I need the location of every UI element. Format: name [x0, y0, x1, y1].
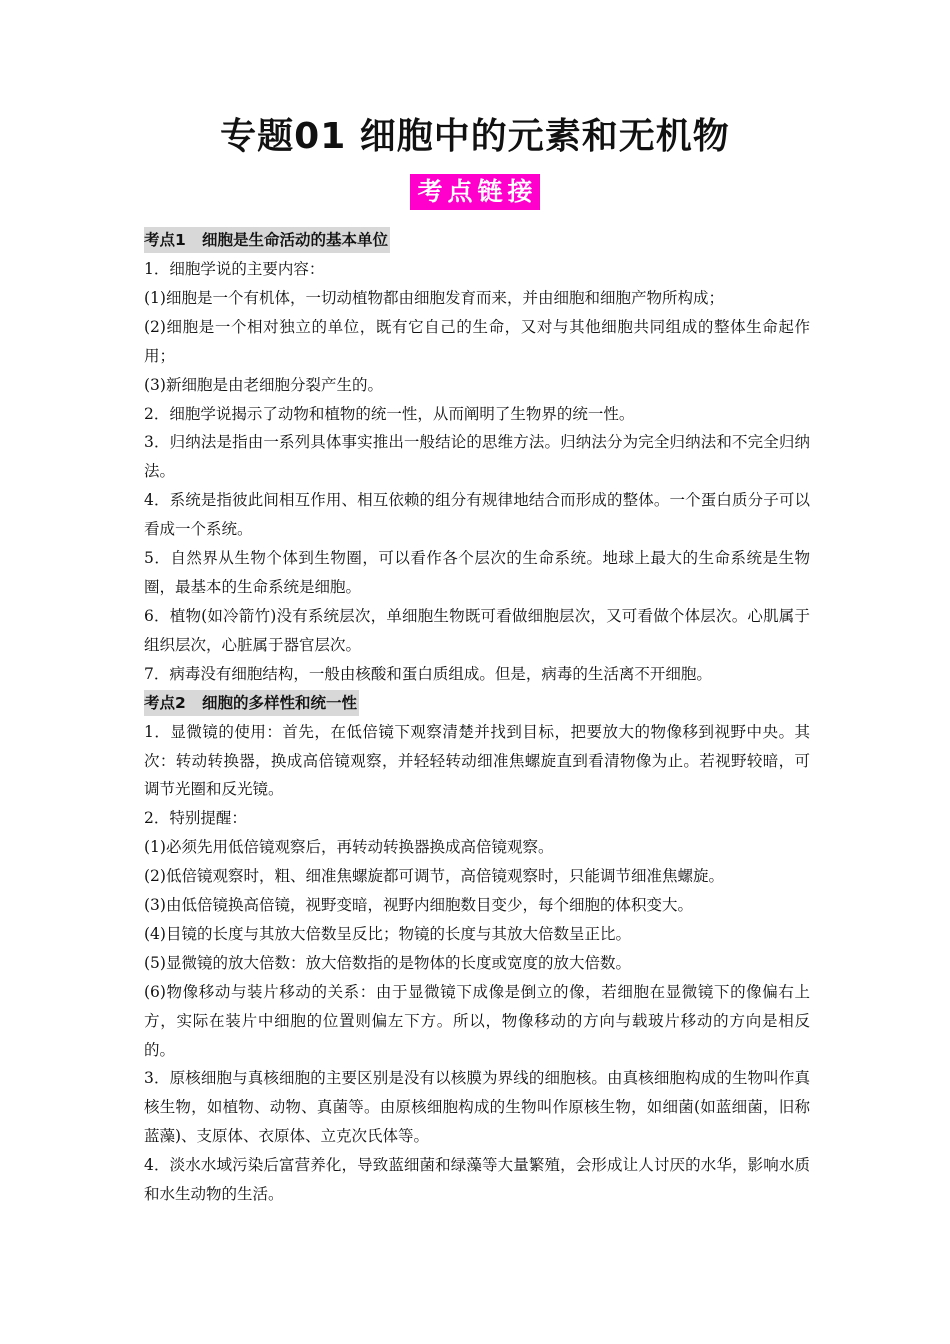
section-heading: 考点2 细胞的多样性和统一性: [144, 690, 359, 716]
paragraph: 4．淡水水域污染后富营养化，导致蓝细菌和绿藻等大量繁殖，会形成让人讨厌的水华，影响水质和水生动物的生活。: [144, 1156, 810, 1204]
paragraph: (5)显微镜的放大倍数：放大倍数指的是物体的长度或宽度的放大倍数。: [144, 953, 631, 972]
section-1: [144, 226, 810, 689]
paragraph: (3)新细胞是由老细胞分裂产生的。: [144, 375, 383, 394]
paragraph: 2．特别提醒：: [144, 809, 247, 828]
paragraph: (1)细胞是一个有机体，一切动植物都由细胞发育而来，并由细胞和细胞产物所构成；: [144, 288, 724, 307]
paragraph: (2)低倍镜观察时，粗、细准焦螺旋都可调节，高倍镜观察时，只能调节细准焦螺旋。: [144, 867, 724, 886]
paragraph: 1．细胞学说的主要内容：: [144, 260, 325, 278]
paragraph: (6)物像移动与装片移动的关系：由于显微镜下成像是倒立的像，若细胞在显微镜下的像偏右上方，实际在装片中细胞的位置则偏左下方。所以，物像移动的方向与载玻片移动的方向是相反的。: [144, 982, 810, 1059]
paragraph: (1)必须先用低倍镜观察后，再转动转换器换成高倍镜观察。: [144, 838, 554, 857]
paragraph: 4．系统是指彼此间相互作用、相互依赖的组分有规律地结合而形成的整体。一个蛋白质分子可以看成一个系统。: [144, 491, 810, 539]
paragraph: (2)细胞是一个相对独立的单位，既有它自己的生命，又对与其他细胞共同组成的整体生命起作用；: [144, 317, 810, 365]
content-body: [144, 226, 810, 1209]
section-heading: 考点1 细胞是生命活动的基本单位: [144, 227, 390, 253]
paragraph: 3．原核细胞与真核细胞的主要区别是没有以核膜为界线的细胞核。由真核细胞构成的生物叫作真核生物，如植物、动物、真菌等。由原核细胞构成的生物叫作原核生物，如细菌(如蓝细菌，旧称蓝藻)、支原体、衣原体、立克次氏体等。: [144, 1069, 810, 1146]
page-title: 专题01 细胞中的元素和无机物: [220, 116, 730, 157]
paragraph: 5．自然界从生物个体到生物圈，可以看作各个层次的生命系统。地球上最大的生命系统是生物圈，最基本的生命系统是细胞。: [144, 549, 810, 596]
paragraph: 1．显微镜的使用：首先，在低倍镜下观察清楚并找到目标，把要放大的物像移到视野中央。其次：转动转换器，换成高倍镜观察，并轻轻转动细准焦螺旋直到看清物像为止。若视野较暗，可调节光圈和反光镜。: [144, 722, 810, 799]
section-2: [144, 689, 810, 1209]
paragraph: (4)目镜的长度与其放大倍数呈反比；物镜的长度与其放大倍数呈正比。: [144, 924, 631, 943]
paragraph: 2．细胞学说揭示了动物和植物的统一性，从而阐明了生物界的统一性。: [144, 404, 635, 423]
paragraph: 6．植物(如冷箭竹)没有系统层次，单细胞生物既可看做细胞层次，又可看做个体层次。心肌属于组织层次，心脏属于器官层次。: [144, 606, 810, 654]
badge-container: [0, 174, 950, 210]
paragraph: 7．病毒没有细胞结构，一般由核酸和蛋白质组成。但是，病毒的生活离不开细胞。: [144, 664, 712, 683]
paragraph: 3．归纳法是指由一系列具体事实推出一般结论的思维方法。归纳法分为完全归纳法和不完全归纳法。: [144, 433, 810, 481]
paragraph: (3)由低倍镜换高倍镜，视野变暗，视野内细胞数目变少，每个细胞的体积变大。: [144, 896, 693, 915]
section-badge: 考点链接: [410, 174, 539, 210]
